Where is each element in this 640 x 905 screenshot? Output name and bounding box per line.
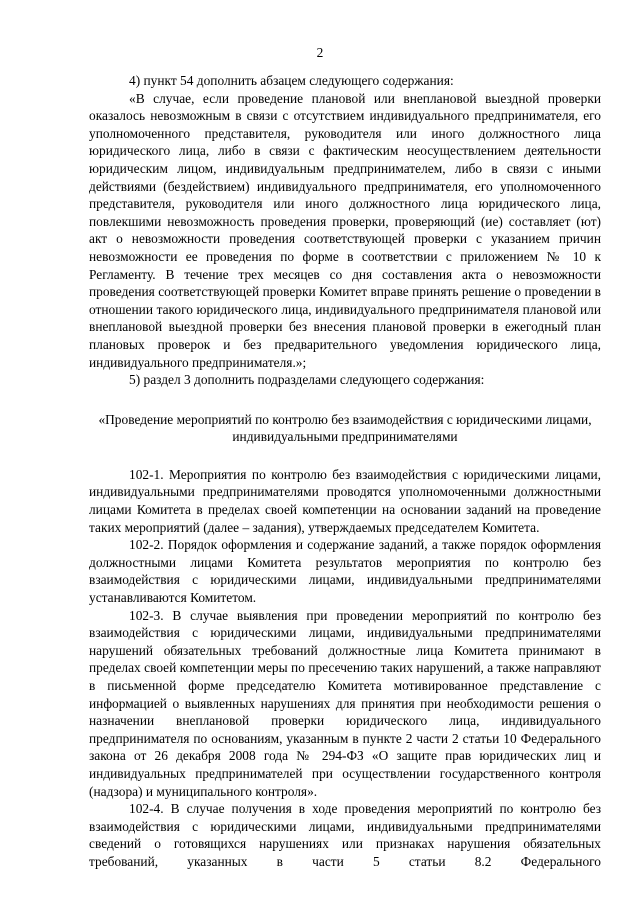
document-body (89, 72, 601, 871)
paragraph-item-5: 5) раздел 3 дополнить подразделами следующего содержания: (129, 372, 485, 388)
page-number: 2 (316, 45, 324, 60)
paragraph-102-2: 102-2. Порядок оформления и содержание заданий, а также порядок оформления должностными лицами Комитета результатов мероприятия по контролю без взаимодействия с юридическими лицами, индивидуальными предпринимателями устанавливаются Комитетом. (89, 537, 601, 606)
paragraph-item-54-text: «В случае, если проведение плановой или внеплановой выездной проверки оказалось невозможным в связи с отсутствием индивидуального предпринимателя, его уполномоченного представителя, руководителя или иного должностного лица юридического лица, либо в связи с фактическим неосуществлением деятельности юридическим лицом, индивидуальным предпринимателем, либо в связи с иными действиями (бездействием) индивидуального предпринимателя, его уполномоченного представителя, руководителя или иного должностного лица юридического лица, повлекшими невозможность проведения проверки, проверяющий (ие) составляет (ют) акт о невозможности проведения соответствующей проверки с указанием причин невозможности ее проведения по форме в соответствии с приложением № 10 к Регламенту. В течение трех месяцев со дня составления акта о невозможности проведения соответствующей проверки Комитет вправе принять решение о проведении в отношении такого юридического лица, индивидуального предпринимателя плановой или внеплановой выездной проверки без внесения плановой проверки в ежегодный план плановых проверок и без предварительного уведомления юридического лица, индивидуального предпринимателя.»; (89, 90, 601, 370)
paragraph-102-1: 102-1. Мероприятия по контролю без взаимодействия с юридическими лицами, индивидуальными предпринимателями проводятся уполномоченными должностными лицами Комитета в пределах своей компетенции на основании заданий на проведение таких мероприятий (далее – задания), утверждаемых председателем Комитета. (89, 466, 601, 535)
section-heading: «Проведение мероприятий по контролю без взаимодействия с юридическими лицами, индивидуальными предпринимателями (98, 411, 592, 445)
paragraph-item-4: 4) пункт 54 дополнить абзацем следующего содержания: (129, 73, 454, 88)
paragraph-102-3: 102-3. В случае выявления при проведении мероприятий по контролю без взаимодействия с юридическими лицами, индивидуальными предпринимателями нарушений обязательных требований должностные лица Комитета принимают в пределах своей компетенции меры по пресечению таких нарушений, а также направляют в письменной форме председателю Комитета мотивированное представление с информацией о выявленных нарушениях для принятия при необходимости решения о назначении внеплановой проверки юридического лица, индивидуального предпринимателя по основаниям, указанным в пункте 2 части 2 статьи 10 Федерального закона от 26 декабря 2008 года № 294-ФЗ «О защите прав юридических лиц и индивидуальных предпринимателей при осуществлении государственного контроля (надзора) и муниципального контроля». (89, 607, 601, 799)
paragraph-102-4: 102-4. В случае получения в ходе проведения мероприятий по контролю без взаимодействия с юридическими лицами, индивидуальными предпринимателями сведений о готовящихся нарушениях или признаках нарушения обязательных требований, указанных в части 5 статьи 8.2 Федерального (89, 801, 601, 869)
